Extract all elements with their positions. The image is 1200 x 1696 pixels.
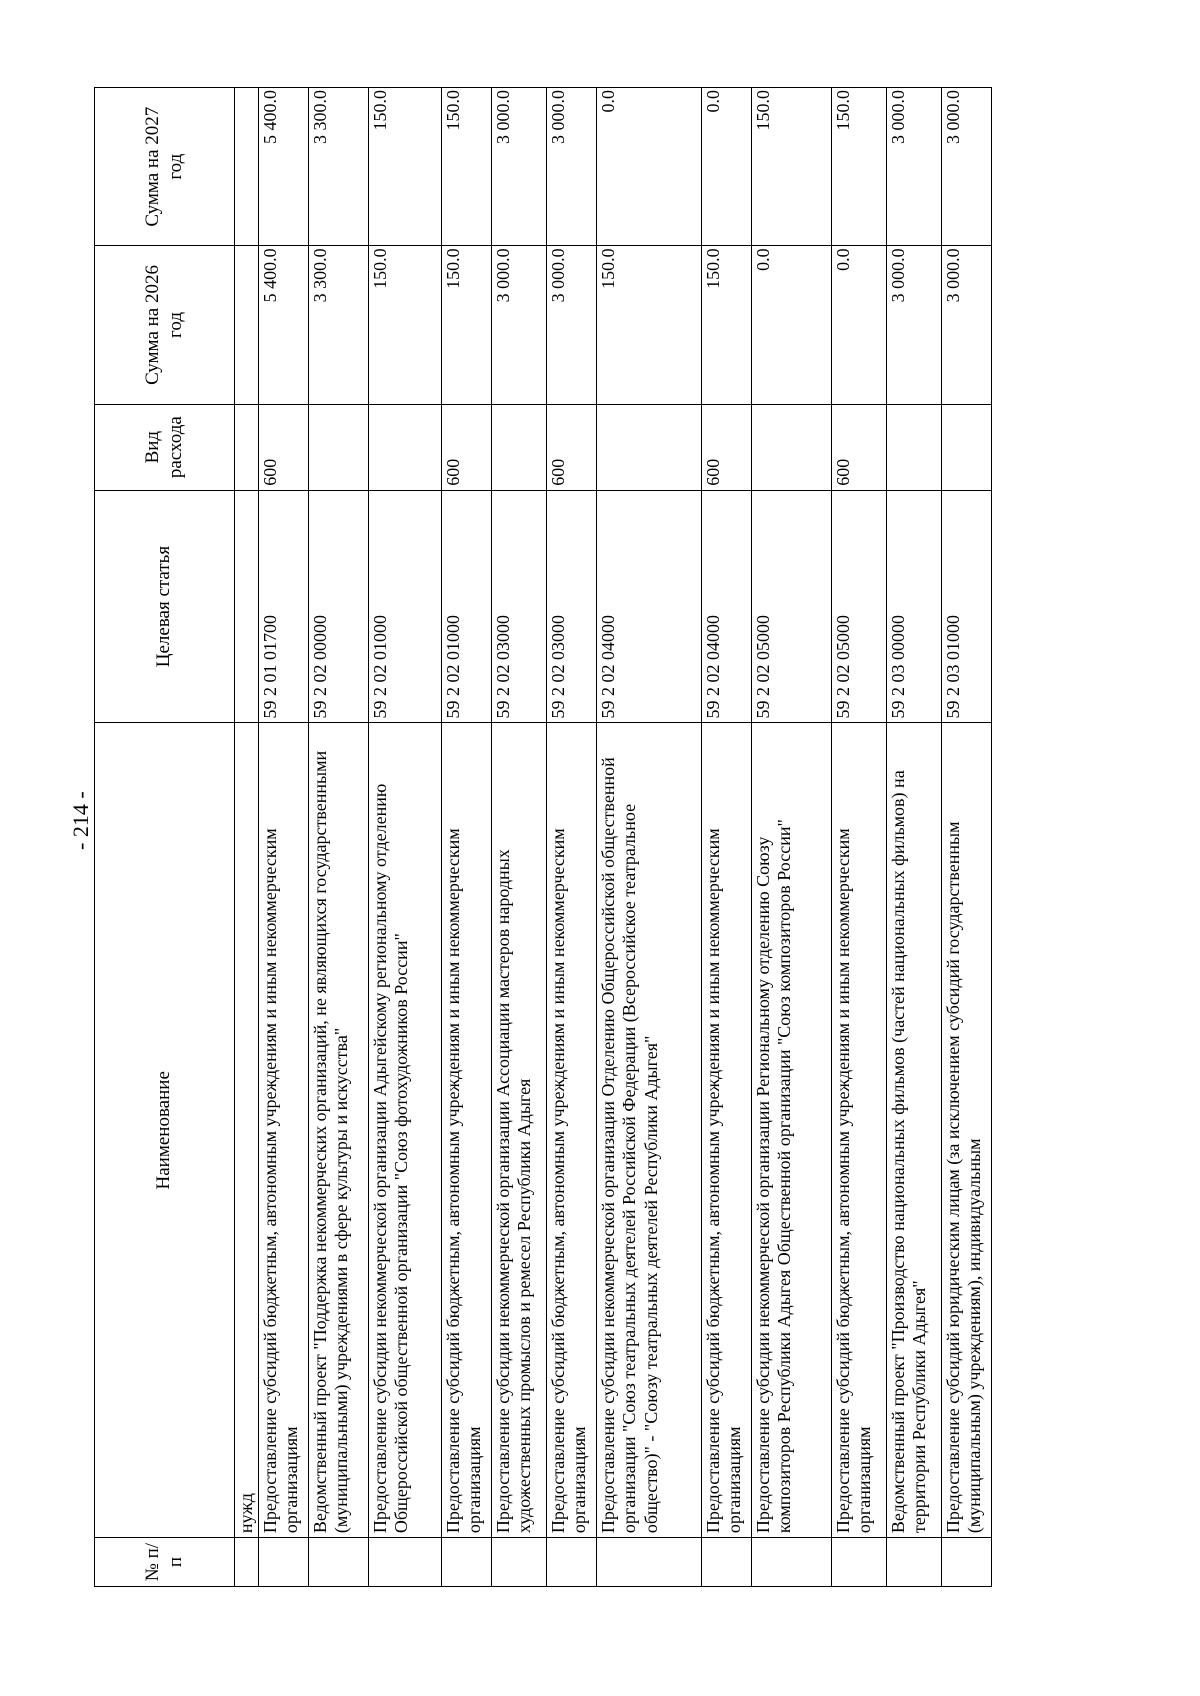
cell-name: Предоставление субсидий бюджетным, автономным учреждениям и иным некоммерческим организациям xyxy=(259,723,309,1538)
table-row xyxy=(752,88,832,1587)
table-row xyxy=(942,88,992,1587)
cell-num xyxy=(942,1538,992,1587)
cell-num xyxy=(369,1538,442,1587)
cell-sum-2027: 3 000.0 xyxy=(887,88,942,246)
cell-target: 59 2 02 03000 xyxy=(547,490,597,723)
cell-target: 59 2 02 01000 xyxy=(442,490,492,723)
cell-num xyxy=(492,1538,547,1587)
cell-sum-2027: 150.0 xyxy=(752,88,832,246)
cell-expense xyxy=(492,404,547,490)
cell-sum-2026: 150.0 xyxy=(702,246,752,404)
cell-target: 59 2 02 05000 xyxy=(752,490,832,723)
cell-sum-2027: 150.0 xyxy=(369,88,442,246)
table-row xyxy=(492,88,547,1587)
cell-target xyxy=(235,490,259,723)
cell-name: Ведомственный проект "Поддержка некоммерческих организаций, не являющихся государственными (муниципальными) учреждениями в сфере культуры и искусства" xyxy=(309,723,369,1538)
cell-sum-2027: 0.0 xyxy=(597,88,702,246)
cell-num xyxy=(702,1538,752,1587)
cell-expense: 600 xyxy=(702,404,752,490)
table-row xyxy=(702,88,752,1587)
cell-name: Предоставление субсидии некоммерческой организации Отделению Общероссийской общественной организации "Союз театральных деятелей Российской Федерации (Всероссийское театральное общество)" - "Союзу театральных деятелей Республики Адыгея" xyxy=(597,723,702,1538)
cell-sum-2027: 3 000.0 xyxy=(547,88,597,246)
cell-target: 59 2 02 04000 xyxy=(597,490,702,723)
table-row xyxy=(597,88,702,1587)
table-row xyxy=(309,88,369,1587)
cell-expense xyxy=(597,404,702,490)
cell-sum-2026: 0.0 xyxy=(832,246,887,404)
cell-sum-2026: 150.0 xyxy=(597,246,702,404)
cell-sum-2027: 0.0 xyxy=(702,88,752,246)
table-row xyxy=(442,88,492,1587)
header-num: № п/п xyxy=(95,1538,235,1587)
cell-expense xyxy=(942,404,992,490)
cell-num xyxy=(309,1538,369,1587)
cell-sum-2026: 3 000.0 xyxy=(942,246,992,404)
cell-target: 59 2 02 03000 xyxy=(492,490,547,723)
cell-target: 59 2 03 01000 xyxy=(942,490,992,723)
page-number: - 214 - xyxy=(68,791,93,850)
cell-expense: 600 xyxy=(259,404,309,490)
cell-sum-2026: 3 000.0 xyxy=(887,246,942,404)
cell-sum-2027: 5 400.0 xyxy=(259,88,309,246)
cell-num xyxy=(887,1538,942,1587)
cell-expense: 600 xyxy=(442,404,492,490)
cell-num xyxy=(547,1538,597,1587)
cell-expense: 600 xyxy=(832,404,887,490)
cell-target: 59 2 03 00000 xyxy=(887,490,942,723)
table-row xyxy=(369,88,442,1587)
cell-name: нужд xyxy=(235,723,259,1538)
cell-num xyxy=(442,1538,492,1587)
cell-expense xyxy=(235,404,259,490)
cell-sum-2027 xyxy=(235,88,259,246)
cell-num xyxy=(832,1538,887,1587)
cell-name: Предоставление субсидий бюджетным, автономным учреждениям и иным некоммерческим организациям xyxy=(702,723,752,1538)
budget-table xyxy=(94,87,992,1587)
cell-expense: 600 xyxy=(547,404,597,490)
table-header-row xyxy=(95,88,235,1587)
cell-target: 59 2 02 05000 xyxy=(832,490,887,723)
cell-target: 59 2 02 01000 xyxy=(369,490,442,723)
cell-sum-2026: 0.0 xyxy=(752,246,832,404)
cell-sum-2026: 3 300.0 xyxy=(309,246,369,404)
cell-sum-2026 xyxy=(235,246,259,404)
cell-sum-2027: 3 000.0 xyxy=(942,88,992,246)
cell-expense xyxy=(887,404,942,490)
header-sum-2026: Сумма на 2026 год xyxy=(95,246,235,404)
cell-num xyxy=(752,1538,832,1587)
table-row xyxy=(832,88,887,1587)
cell-sum-2027: 3 300.0 xyxy=(309,88,369,246)
cell-name: Ведомственный проект "Производство национальных фильмов (частей национальных фильмов) на территории Республики Адыгея" xyxy=(887,723,942,1538)
header-name: Наименование xyxy=(95,723,235,1538)
cell-sum-2027: 3 000.0 xyxy=(492,88,547,246)
cell-target: 59 2 02 00000 xyxy=(309,490,369,723)
header-target: Целевая статья xyxy=(95,490,235,723)
cell-sum-2027: 150.0 xyxy=(442,88,492,246)
table-row xyxy=(547,88,597,1587)
header-expense: Вид расхода xyxy=(95,404,235,490)
cell-name: Предоставление субсидий бюджетным, автономным учреждениям и иным некоммерческим организациям xyxy=(547,723,597,1538)
cell-name: Предоставление субсидий юридическим лицам (за исключением субсидий государственным (муниципальным) учреждениям), индивидуальным xyxy=(942,723,992,1538)
table-row xyxy=(235,88,259,1587)
cell-expense xyxy=(369,404,442,490)
cell-sum-2026: 5 400.0 xyxy=(259,246,309,404)
cell-name: Предоставление субсидий бюджетным, автономным учреждениям и иным некоммерческим организациям xyxy=(442,723,492,1538)
cell-sum-2026: 3 000.0 xyxy=(492,246,547,404)
cell-sum-2026: 150.0 xyxy=(369,246,442,404)
cell-sum-2026: 150.0 xyxy=(442,246,492,404)
cell-name: Предоставление субсидий бюджетным, автономным учреждениям и иным некоммерческим организациям xyxy=(832,723,887,1538)
header-sum-2027: Сумма на 2027 год xyxy=(95,88,235,246)
cell-expense xyxy=(309,404,369,490)
rotated-page-content xyxy=(94,87,1074,1587)
cell-num xyxy=(259,1538,309,1587)
cell-target: 59 2 01 01700 xyxy=(259,490,309,723)
cell-expense xyxy=(752,404,832,490)
cell-sum-2026: 3 000.0 xyxy=(547,246,597,404)
table-row xyxy=(259,88,309,1587)
cell-target: 59 2 02 04000 xyxy=(702,490,752,723)
cell-name: Предоставление субсидии некоммерческой организации Ассоциации мастеров народных художественных промыслов и ремесел Республики Адыгея xyxy=(492,723,547,1538)
cell-name: Предоставление субсидии некоммерческой организации Региональному отделению Союзу композиторов Республики Адыгея Общественной организации "Союз композиторов России" xyxy=(752,723,832,1538)
cell-sum-2027: 150.0 xyxy=(832,88,887,246)
table-row xyxy=(887,88,942,1587)
cell-name: Предоставление субсидии некоммерческой организации Адыгейскому региональному отделению Общероссийской общественной организации "Союз фотохудожников России" xyxy=(369,723,442,1538)
cell-num xyxy=(235,1538,259,1587)
cell-num xyxy=(597,1538,702,1587)
